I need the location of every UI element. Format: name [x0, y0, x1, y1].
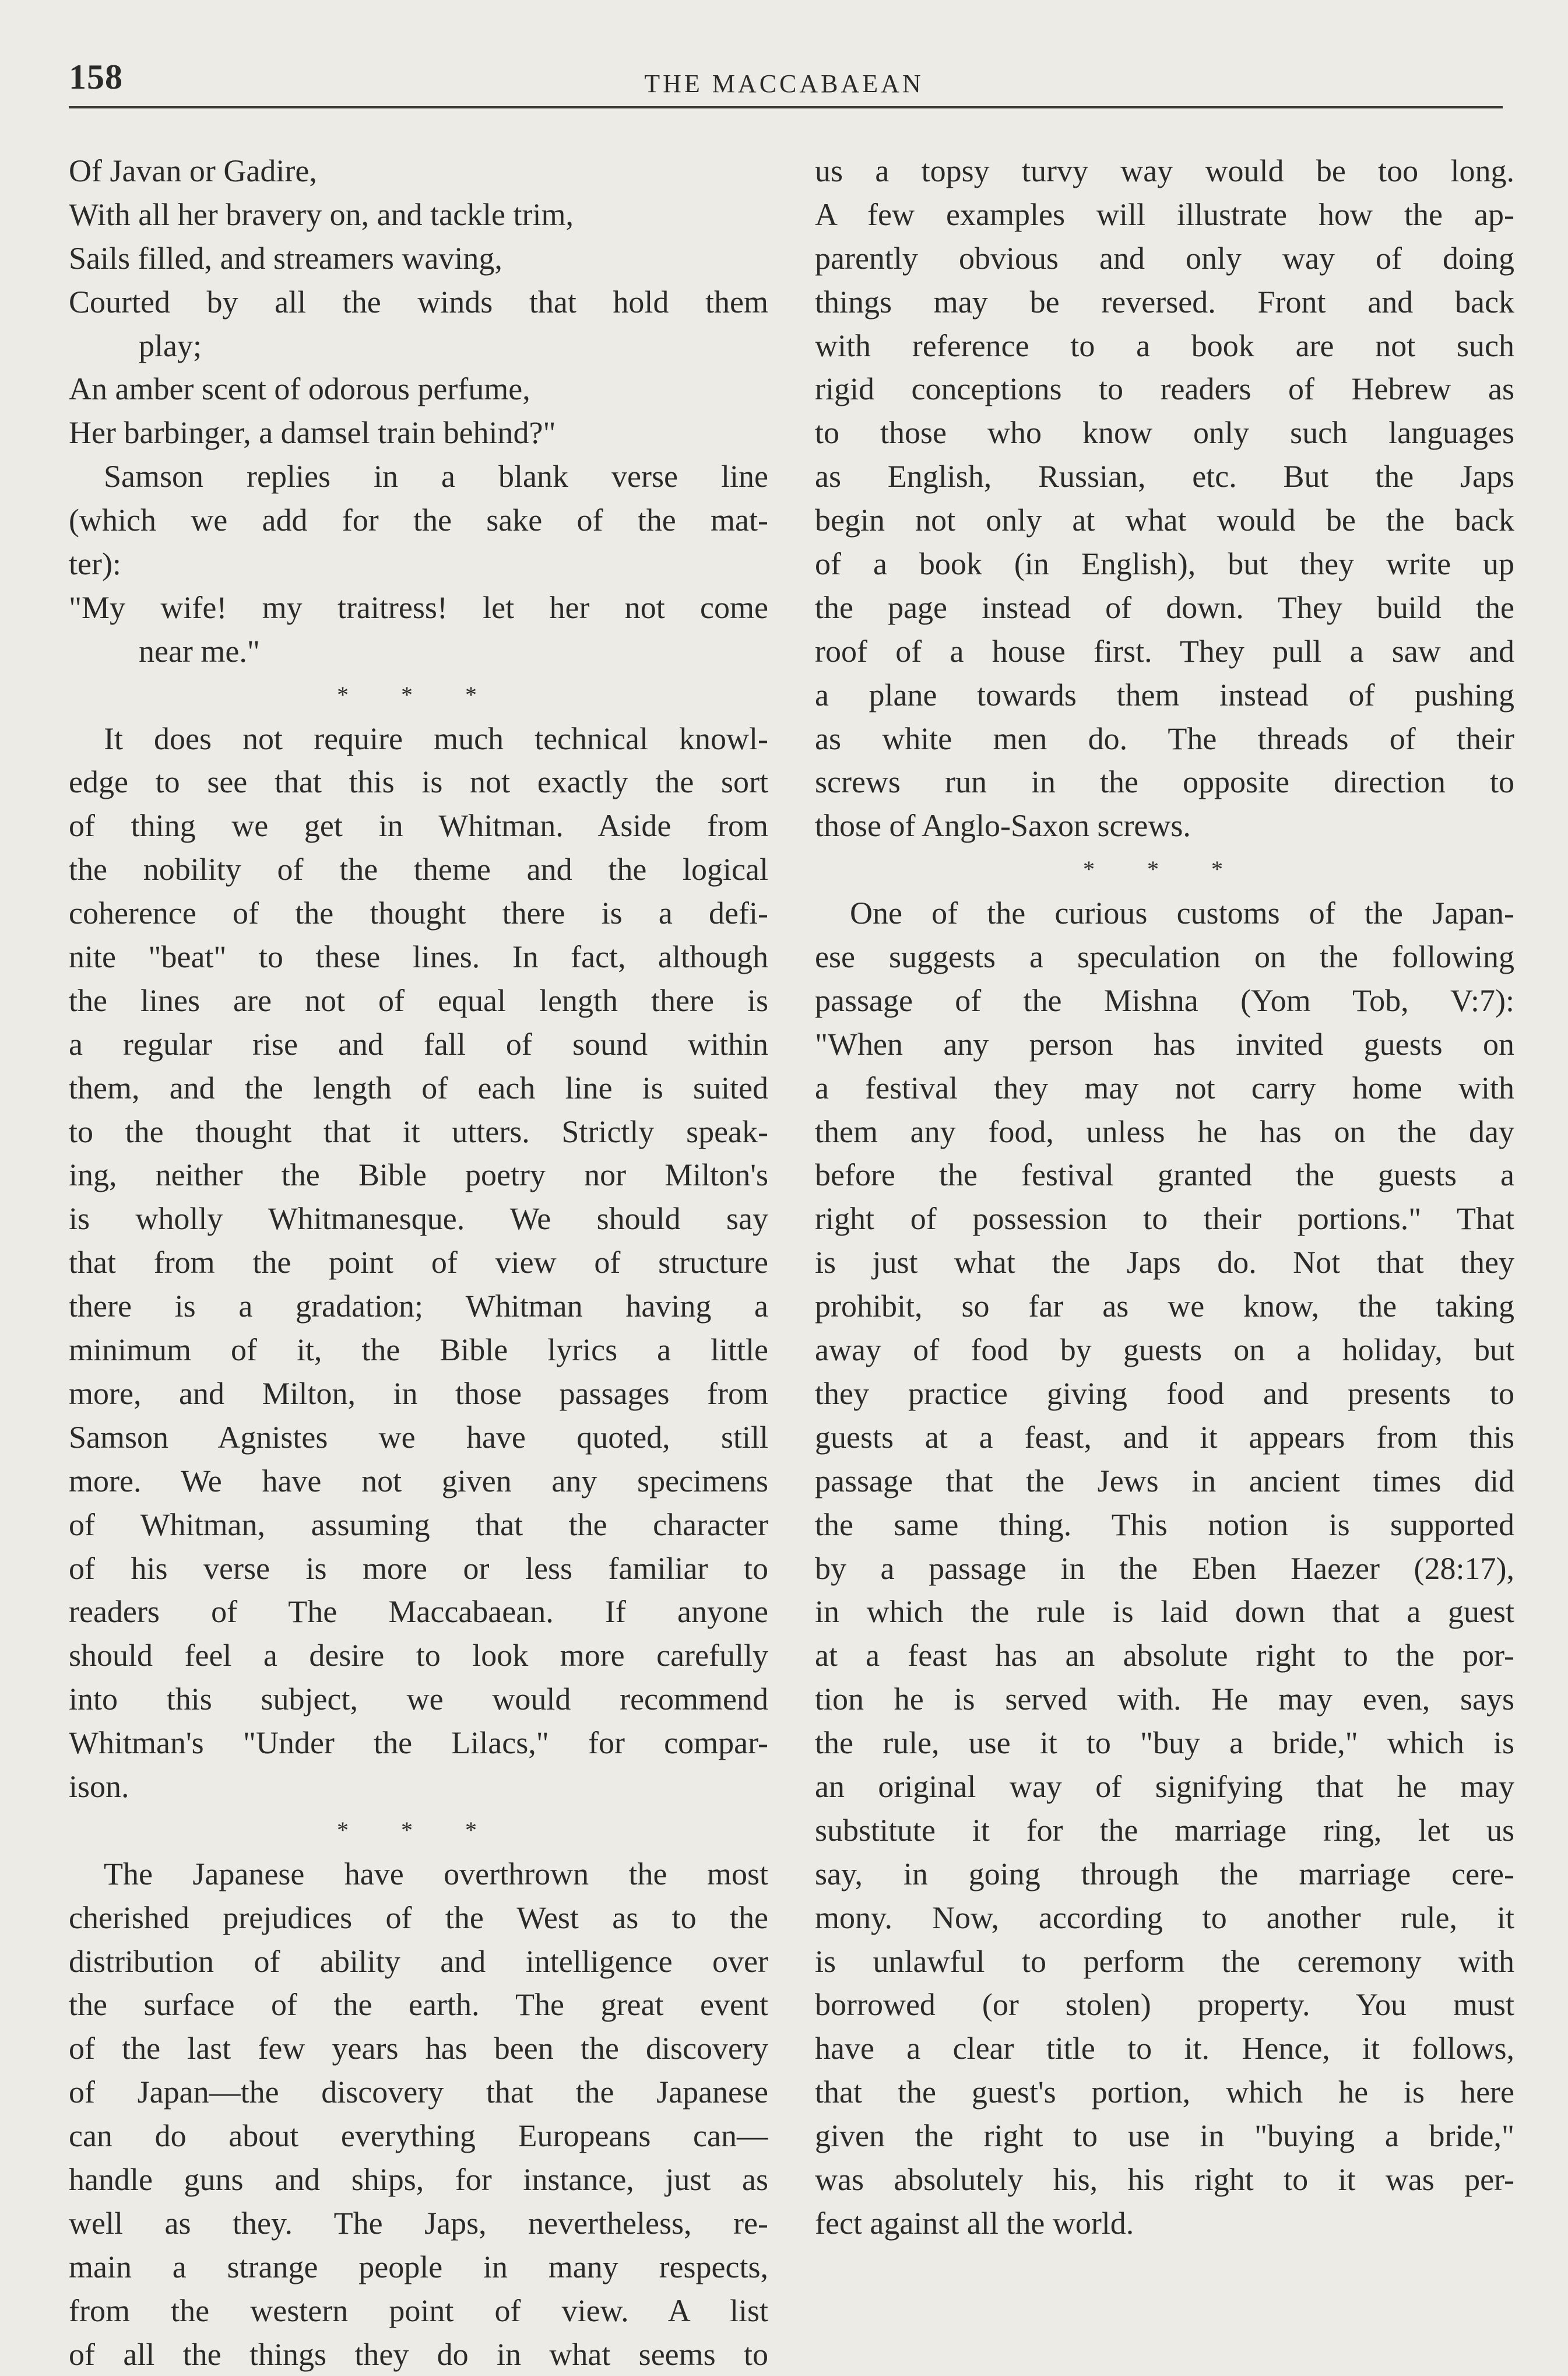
text-line: to those who know only such languages	[815, 415, 1514, 451]
text-line: of the last few years has been the discovery	[69, 2031, 768, 2066]
text-line: an original way of signifying that he may	[815, 1768, 1514, 1804]
text-line: guests at a feast, and it appears from this	[815, 1419, 1514, 1455]
text-line: is just what the Japs do. Not that they	[815, 1245, 1514, 1280]
text-line: into this subject, we would recommend	[69, 1682, 768, 1717]
section-separator: * * *	[1083, 856, 1246, 883]
text-line: that from the point of view of structure	[69, 1245, 768, 1280]
text-line: that the guest's portion, which he is here	[815, 2075, 1514, 2110]
text-line: nite "beat" to these lines. In fact, although	[69, 939, 768, 975]
text-line: Samson replies in a blank verse line	[104, 459, 768, 494]
text-line: Whitman's "Under the Lilacs," for compar-	[69, 1725, 768, 1761]
text-line: Of Javan or Gadire,	[69, 153, 317, 188]
text-line: passage of the Mishna (Yom Tob, V:7):	[815, 982, 1514, 1018]
text-line: One of the curious customs of the Japan-	[850, 896, 1514, 931]
running-title: THE MACCABAEAN	[644, 69, 924, 98]
text-line: roof of a house first. They pull a saw and	[815, 633, 1514, 669]
text-line: passage that the Jews in ancient times did	[815, 1463, 1514, 1498]
text-line: minimum of it, the Bible lyrics a little	[69, 1332, 768, 1368]
text-line: right of possession to their portions." That	[815, 1201, 1514, 1237]
text-line: play;	[139, 328, 202, 363]
text-line: from the western point of view. A list	[69, 2293, 768, 2328]
text-line: more. We have not given any specimens	[69, 1463, 768, 1498]
text-line: with reference to a book are not such	[815, 328, 1514, 363]
text-line: things may be reversed. Front and back	[815, 284, 1514, 320]
text-line: screws run in the opposite direction to	[815, 764, 1514, 800]
text-line: of thing we get in Whitman. Aside from	[69, 808, 768, 844]
text-line: a festival they may not carry home with	[815, 1070, 1514, 1105]
text-line: in which the rule is laid down that a guest	[815, 1594, 1514, 1630]
text-line: to the thought that it utters. Strictly speak-	[69, 1114, 768, 1149]
text-line: (which we add for the sake of the mat-	[69, 503, 768, 538]
text-line: "When any person has invited guests on	[815, 1026, 1514, 1062]
text-line: was absolutely his, his right to it was per-	[815, 2161, 1514, 2197]
text-line: ter):	[69, 546, 121, 582]
text-line: ing, neither the Bible poetry nor Milton's	[69, 1157, 768, 1193]
text-line: parently obvious and only way of doing	[815, 240, 1514, 276]
text-line: of a book (in English), but they write up	[815, 546, 1514, 582]
text-line: of Whitman, assuming that the character	[69, 1507, 768, 1542]
text-line: Samson Agnistes we have quoted, still	[69, 1419, 768, 1455]
text-line: Her barbinger, a damsel train behind?"	[69, 415, 556, 451]
text-line: them, and the length of each line is suited	[69, 1070, 768, 1105]
text-line: substitute it for the marriage ring, let us	[815, 1812, 1514, 1848]
text-line: tion he is served with. He may even, says	[815, 1682, 1514, 1717]
text-line: of all the things they do in what seems to	[69, 2336, 768, 2372]
text-line: the nobility of the theme and the logical	[69, 852, 768, 887]
text-line: well as they. The Japs, nevertheless, re-	[69, 2205, 768, 2241]
text-line: a plane towards them instead of pushing	[815, 677, 1514, 713]
text-line: them any food, unless he has on the day	[815, 1114, 1514, 1149]
text-line: before the festival granted the guests a	[815, 1157, 1514, 1193]
text-line: the same thing. This notion is supported	[815, 1507, 1514, 1542]
text-line: cherished prejudices of the West as to the	[69, 1900, 768, 1935]
text-line: "My wife! my traitress! let her not come	[69, 589, 768, 625]
text-line: handle guns and ships, for instance, just as	[69, 2161, 768, 2197]
text-line: away of food by guests on a holiday, but	[815, 1332, 1514, 1368]
section-separator: * * *	[337, 1816, 500, 1843]
text-line: as English, Russian, etc. But the Japs	[815, 459, 1514, 494]
text-line: of Japan—the discovery that the Japanese	[69, 2075, 768, 2110]
text-line: rigid conceptions to readers of Hebrew as	[815, 371, 1514, 407]
text-line: mony. Now, according to another rule, it	[815, 1900, 1514, 1935]
text-line: edge to see that this is not exactly the sort	[69, 764, 768, 800]
text-line: a regular rise and fall of sound within	[69, 1026, 768, 1062]
text-line: the lines are not of equal length there is	[69, 982, 768, 1018]
text-line: An amber scent of odorous perfume,	[69, 371, 530, 407]
page-number: 158	[69, 58, 123, 96]
right-column	[815, 149, 1514, 2245]
text-line: ese suggests a speculation on the following	[815, 939, 1514, 975]
text-line: readers of The Maccabaean. If anyone	[69, 1594, 768, 1630]
text-line: have a clear title to it. Hence, it follows,	[815, 2031, 1514, 2066]
text-line: those of Anglo-Saxon screws.	[815, 808, 1191, 844]
text-line: A few examples will illustrate how the ap-	[815, 196, 1514, 232]
text-line: coherence of the thought there is a defi-	[69, 896, 768, 931]
text-line: as white men do. The threads of their	[815, 721, 1514, 756]
text-line: of his verse is more or less familiar to	[69, 1550, 768, 1586]
text-line: the surface of the earth. The great event	[69, 1987, 768, 2023]
text-line: is unlawful to perform the ceremony with	[815, 1943, 1514, 1979]
text-line: there is a gradation; Whitman having a	[69, 1289, 768, 1324]
text-line: near me."	[139, 633, 260, 669]
text-line: the page instead of down. They build the	[815, 589, 1514, 625]
text-line: us a topsy turvy way would be too long.	[815, 153, 1514, 188]
text-line: begin not only at what would be the back	[815, 503, 1514, 538]
section-separator: * * *	[337, 681, 500, 708]
text-line: main a strange people in many respects,	[69, 2249, 768, 2284]
text-line: by a passage in the Eben Haezer (28:17),	[815, 1550, 1514, 1586]
text-line: can do about everything Europeans can—	[69, 2118, 768, 2154]
text-line: say, in going through the marriage cere-	[815, 1856, 1514, 1891]
text-line: fect against all the world.	[815, 2205, 1134, 2241]
text-line: distribution of ability and intelligence over	[69, 1943, 768, 1979]
header-rule	[69, 106, 1503, 108]
text-line: should feel a desire to look more carefully	[69, 1638, 768, 1673]
text-line: Sails filled, and streamers waving,	[69, 240, 502, 276]
left-column	[69, 149, 768, 2376]
text-line: borrowed (or stolen) property. You must	[815, 1987, 1514, 2023]
text-line: more, and Milton, in those passages from	[69, 1375, 768, 1411]
text-line: Courted by all the winds that hold them	[69, 284, 768, 320]
text-line: ison.	[69, 1768, 129, 1804]
text-line: prohibit, so far as we know, the taking	[815, 1289, 1514, 1324]
text-line: they practice giving food and presents to	[815, 1375, 1514, 1411]
text-line: is wholly Whitmanesque. We should say	[69, 1201, 768, 1237]
text-line: at a feast has an absolute right to the por-	[815, 1638, 1514, 1673]
text-line: With all her bravery on, and tackle trim,	[69, 196, 574, 232]
text-line: given the right to use in "buying a bride,"	[815, 2118, 1514, 2154]
text-line: The Japanese have overthrown the most	[104, 1856, 768, 1891]
text-line: It does not require much technical knowl-	[104, 721, 768, 756]
text-line: the rule, use it to "buy a bride," which is	[815, 1725, 1514, 1761]
